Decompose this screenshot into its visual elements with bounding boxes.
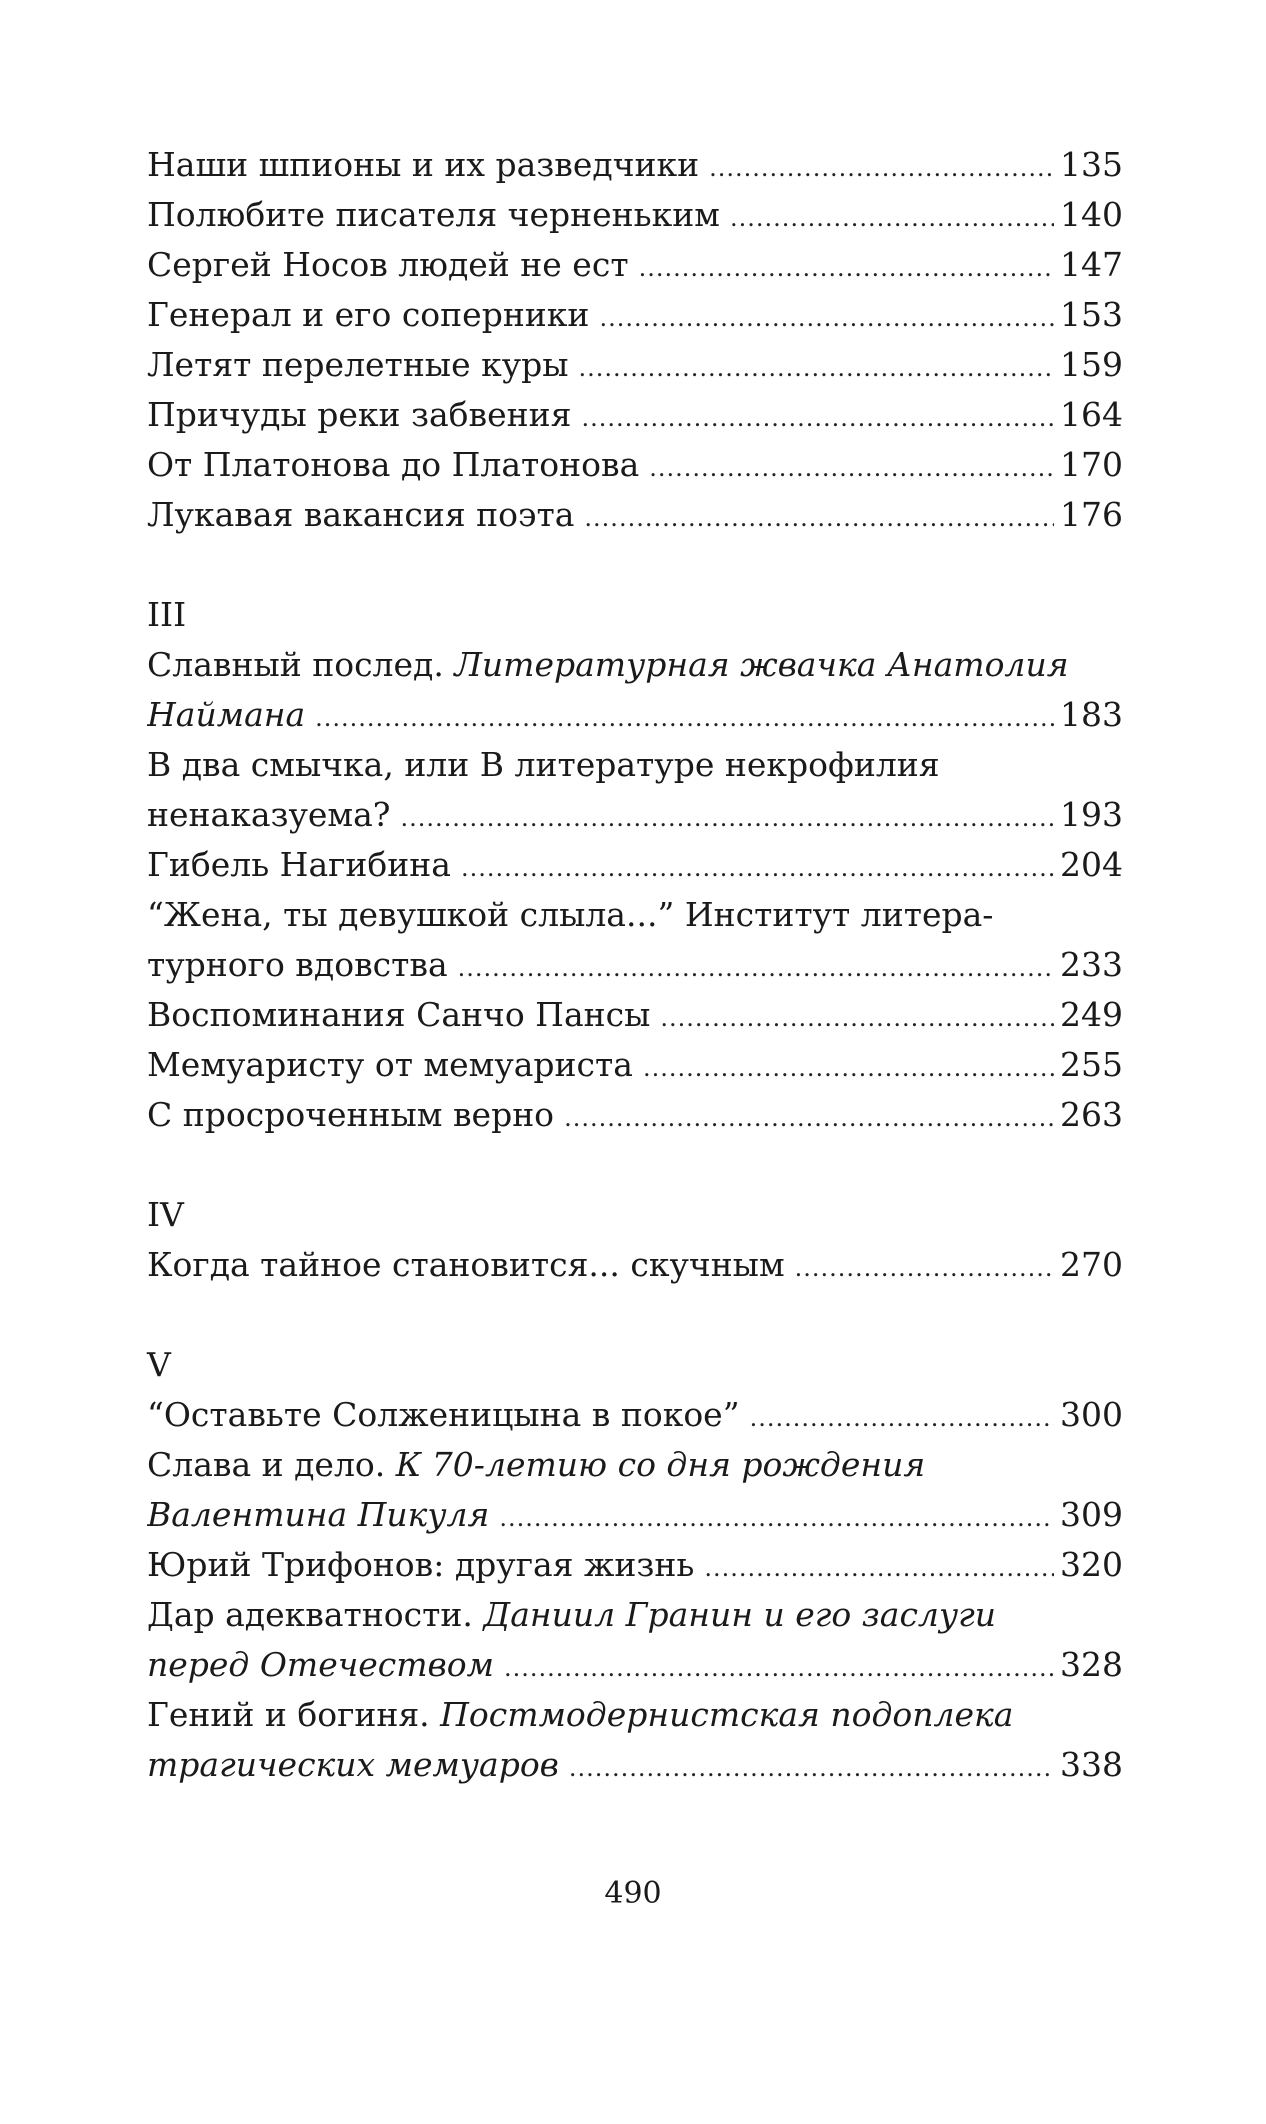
- entry-subtitle-italic: трагических мемуаров: [147, 1745, 559, 1784]
- entry-title: [147, 1440, 925, 1490]
- entry-title: [147, 1740, 559, 1790]
- entry-title: [147, 790, 390, 840]
- toc-entry-line: [147, 840, 1123, 890]
- entry-title: [147, 490, 574, 540]
- entry-title: [147, 1540, 694, 1590]
- toc-entry[interactable]: [147, 1590, 1123, 1690]
- entry-title: [147, 190, 720, 240]
- entry-title-text: Сергей Носов людей не ест: [147, 245, 629, 284]
- toc-entry-line: [147, 490, 1123, 540]
- entry-page-number: 309: [1060, 1495, 1123, 1534]
- toc-entry[interactable]: [147, 1240, 1123, 1290]
- entry-title-text: Мемуаристу от мемуариста: [147, 1045, 633, 1084]
- dot-leader: [704, 1543, 1054, 1590]
- toc-entry-line: [147, 1440, 1123, 1490]
- entry-title: [147, 890, 993, 940]
- entry-page-number: 176: [1060, 495, 1123, 534]
- entry-subtitle-italic: Постмодернистская подоплека: [440, 1695, 1014, 1734]
- dot-leader: [660, 993, 1054, 1040]
- toc-entry[interactable]: [147, 390, 1123, 440]
- toc-entry-line: [147, 1640, 1123, 1690]
- entry-page-number: 263: [1060, 1095, 1123, 1134]
- entry-subtitle-italic: Литературная жвачка Анатолия: [454, 645, 1069, 684]
- toc-entry-line: [147, 740, 1123, 790]
- toc-entry-line: [147, 890, 1123, 940]
- toc-entry-line: [147, 790, 1123, 840]
- entry-title-text: Воспоминания Санчо Пансы: [147, 995, 651, 1034]
- toc-entry[interactable]: [147, 1040, 1123, 1090]
- toc-entry[interactable]: [147, 190, 1123, 240]
- dot-leader: [599, 293, 1054, 340]
- toc-entry[interactable]: [147, 1540, 1123, 1590]
- entry-title-text: С просроченным верно: [147, 1095, 555, 1134]
- page-number: 490: [604, 1876, 662, 1911]
- toc-entry-line: [147, 1040, 1123, 1090]
- entry-page-number: 328: [1060, 1645, 1123, 1684]
- entry-title: [147, 340, 569, 390]
- entry-title-text: В два смычка, или В литературе некрофилия: [147, 745, 940, 784]
- toc-entry-line: [147, 1390, 1123, 1440]
- entry-title: [147, 390, 571, 440]
- entry-title-text: Гибель Нагибина: [147, 845, 451, 884]
- entry-title-text: Полюбите писателя черненьким: [147, 195, 720, 234]
- toc-entry-line: [147, 1090, 1123, 1140]
- entry-title: [147, 140, 699, 190]
- toc-entry[interactable]: [147, 1390, 1123, 1440]
- entry-title: [147, 290, 589, 340]
- entry-page-number: 233: [1060, 945, 1123, 984]
- toc-entry-line: [147, 240, 1123, 290]
- toc-entry[interactable]: [147, 1090, 1123, 1140]
- dot-leader: [499, 1493, 1054, 1540]
- dot-leader: [709, 143, 1054, 190]
- entry-title: [147, 840, 451, 890]
- dot-leader: [581, 393, 1054, 440]
- dot-leader: [504, 1643, 1054, 1690]
- entry-subtitle-italic: Даниил Гранин и его заслуги: [483, 1595, 997, 1634]
- dot-leader: [579, 343, 1054, 390]
- entry-title-text: От Платонова до Платонова: [147, 445, 640, 484]
- entry-page-number: 135: [1060, 145, 1123, 184]
- entry-page-number: 193: [1060, 795, 1123, 834]
- toc-section: [147, 1190, 1123, 1290]
- toc-entry-line: [147, 1740, 1123, 1790]
- toc-entry[interactable]: [147, 440, 1123, 490]
- entry-title-text: Юрий Трифонов: другая жизнь: [147, 1545, 695, 1584]
- dot-leader: [461, 843, 1054, 890]
- dot-leader: [795, 1243, 1054, 1290]
- toc-entry[interactable]: [147, 140, 1123, 190]
- entry-title: [147, 940, 448, 990]
- dot-leader: [639, 243, 1054, 290]
- entry-title: [147, 1390, 740, 1440]
- toc-entry-line: [147, 290, 1123, 340]
- toc-entry[interactable]: [147, 990, 1123, 1040]
- entry-title: [147, 1590, 996, 1640]
- entry-title-text: “Оставьте Солженицына в покое”: [147, 1395, 740, 1434]
- dot-leader: [730, 193, 1054, 240]
- toc-entry-line: [147, 140, 1123, 190]
- toc-entry[interactable]: [147, 1440, 1123, 1540]
- dot-leader: [750, 1393, 1054, 1440]
- entry-title-text: Когда тайное становится... скучным: [147, 1245, 785, 1284]
- toc-section: [147, 140, 1123, 540]
- toc-entry-line: [147, 440, 1123, 490]
- entry-page-number: 270: [1060, 1245, 1123, 1284]
- entry-title: [147, 1490, 489, 1540]
- entry-title: [147, 1090, 554, 1140]
- entry-page-number: 300: [1060, 1395, 1123, 1434]
- entry-page-number: 320: [1060, 1545, 1123, 1584]
- entry-title: [147, 1240, 785, 1290]
- toc-entry-line: [147, 1690, 1123, 1740]
- entry-title: [147, 640, 1069, 690]
- entry-page-number: 338: [1060, 1745, 1123, 1784]
- entry-subtitle-italic: Наймана: [147, 695, 306, 734]
- table-of-contents: [147, 140, 1123, 1790]
- entry-title-text: Причуды реки забвения: [147, 395, 572, 434]
- toc-entry[interactable]: [147, 340, 1123, 390]
- entry-page-number: 153: [1060, 295, 1123, 334]
- section-heading: V: [147, 1345, 171, 1384]
- toc-entry[interactable]: [147, 640, 1123, 740]
- toc-entry[interactable]: [147, 240, 1123, 290]
- entry-title-text: Генерал и его соперники: [147, 295, 590, 334]
- entry-title-text: Славный послед.: [147, 645, 455, 684]
- toc-entry[interactable]: [147, 740, 1123, 840]
- entry-page-number: 255: [1060, 1045, 1123, 1084]
- entry-title-text: “Жена, ты девушкой слыла...” Институт литера-: [147, 895, 994, 934]
- entry-subtitle-italic: К 70-летию со дня рождения: [395, 1445, 926, 1484]
- toc-entry-line: [147, 340, 1123, 390]
- dot-leader: [458, 943, 1054, 990]
- entry-title: [147, 990, 650, 1040]
- toc-entry-line: [147, 640, 1123, 690]
- entry-title: [147, 1640, 494, 1690]
- entry-page-number: 170: [1060, 445, 1123, 484]
- toc-entry[interactable]: [147, 890, 1123, 990]
- toc-section: [147, 590, 1123, 1140]
- entry-page-number: 140: [1060, 195, 1123, 234]
- toc-entry-line: [147, 990, 1123, 1040]
- entry-title: [147, 1690, 1013, 1740]
- entry-title-text: ненаказуема?: [147, 795, 391, 834]
- dot-leader: [649, 443, 1054, 490]
- dot-leader: [564, 1093, 1054, 1140]
- toc-entry-line: [147, 190, 1123, 240]
- toc-entry-line: [147, 1540, 1123, 1590]
- entry-title: [147, 1040, 633, 1090]
- entry-title-text: Гений и богиня.: [147, 1695, 441, 1734]
- entry-page-number: 164: [1060, 395, 1123, 434]
- toc-entry-line: [147, 390, 1123, 440]
- toc-entry[interactable]: [147, 490, 1123, 540]
- toc-entry-line: [147, 1490, 1123, 1540]
- entry-title: [147, 740, 940, 790]
- entry-title-text: Дар адекватности.: [147, 1595, 484, 1634]
- toc-entry[interactable]: [147, 290, 1123, 340]
- entry-title: [147, 240, 629, 290]
- entry-title-text: Лукавая вакансия поэта: [147, 495, 575, 534]
- entry-page-number: 204: [1060, 845, 1123, 884]
- toc-entry-line: [147, 940, 1123, 990]
- entry-title-text: турного вдовства: [147, 945, 448, 984]
- dot-leader: [584, 493, 1054, 540]
- entry-title-text: Слава и дело.: [147, 1445, 396, 1484]
- dot-leader: [643, 1043, 1054, 1090]
- dot-leader: [400, 793, 1054, 840]
- toc-entry[interactable]: [147, 1690, 1123, 1790]
- section-heading: IV: [147, 1195, 184, 1234]
- entry-page-number: 249: [1060, 995, 1123, 1034]
- toc-entry-line: [147, 1240, 1123, 1290]
- toc-entry[interactable]: [147, 840, 1123, 890]
- entry-title-text: Наши шпионы и их разведчики: [147, 145, 700, 184]
- entry-page-number: 159: [1060, 345, 1123, 384]
- dot-leader: [315, 693, 1054, 740]
- entry-title-text: Летят перелетные куры: [147, 345, 569, 384]
- entry-page-number: 183: [1060, 695, 1123, 734]
- entry-title: [147, 440, 639, 490]
- entry-title: [147, 690, 305, 740]
- entry-subtitle-italic: перед Отечеством: [147, 1645, 494, 1684]
- dot-leader: [569, 1743, 1054, 1790]
- toc-entry-line: [147, 690, 1123, 740]
- entry-subtitle-italic: Валентина Пикуля: [147, 1495, 490, 1534]
- toc-entry-line: [147, 1590, 1123, 1640]
- entry-page-number: 147: [1060, 245, 1123, 284]
- section-heading: III: [147, 595, 187, 634]
- toc-section: [147, 1340, 1123, 1790]
